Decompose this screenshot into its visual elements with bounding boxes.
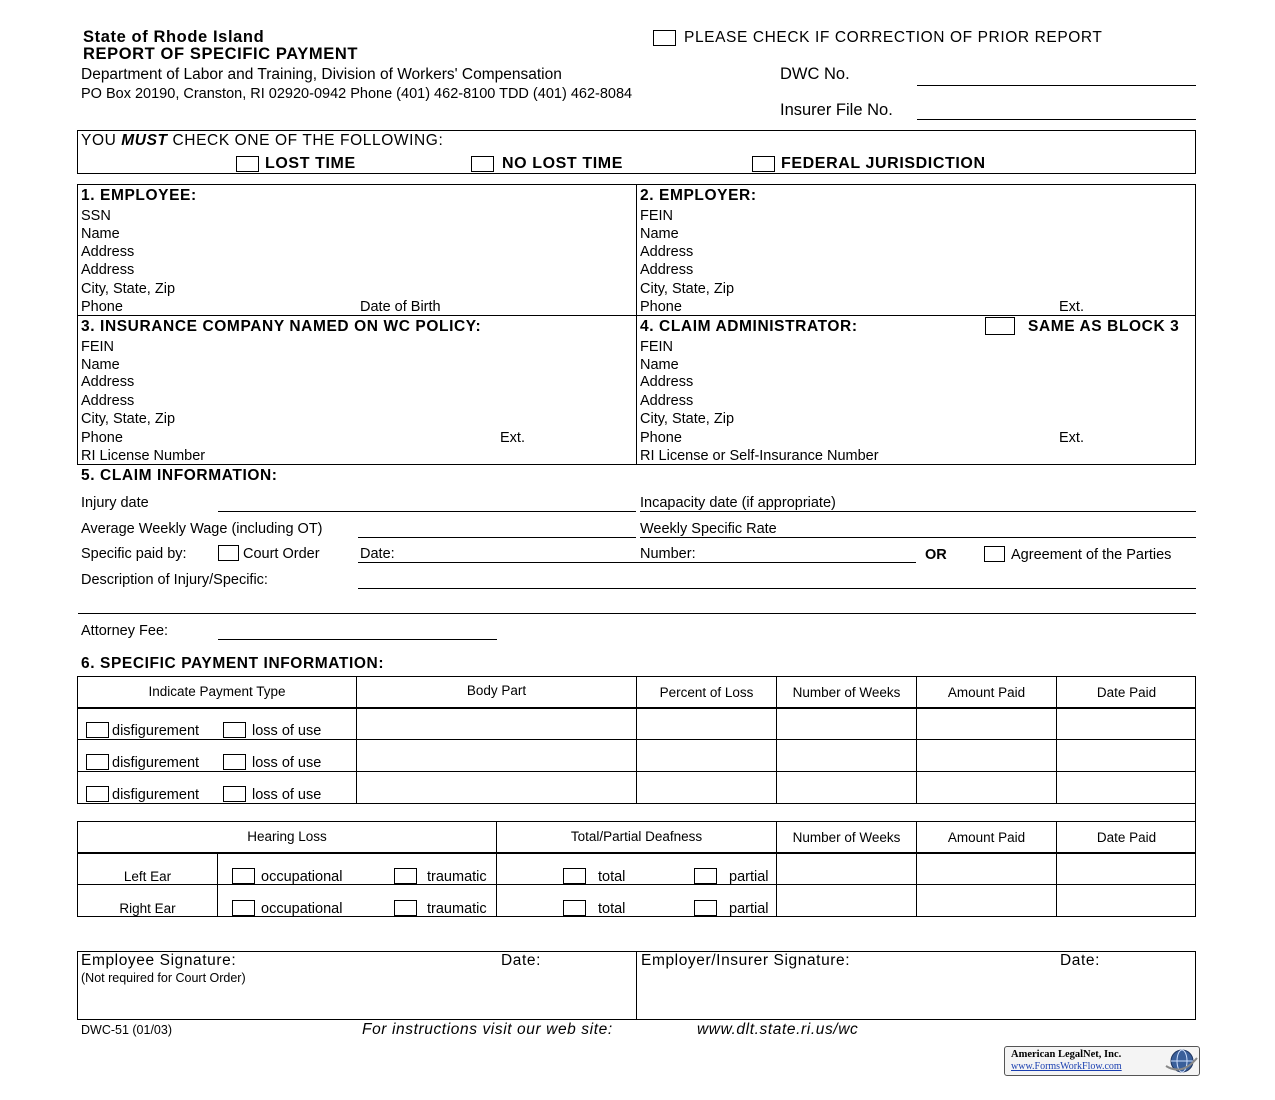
header-payment-type: Indicate Payment Type	[148, 684, 286, 699]
claim-admin-city-label: City, State, Zip	[640, 411, 735, 427]
insurer-file-field[interactable]	[917, 119, 1196, 120]
address-line: PO Box 20190, Cranston, RI 02920-0942 Phone (401) 462-8100 TDD (401) 462-8084	[81, 86, 633, 102]
left-occupational-label: occupational	[261, 869, 343, 885]
left-occupational-checkbox[interactable]	[232, 868, 255, 884]
claim-admin-address2-label: Address	[640, 393, 694, 409]
no-lost-time-label: NO LOST TIME	[502, 155, 623, 172]
claim-info-title: 5. CLAIM INFORMATION:	[81, 467, 278, 484]
lost-time-checkbox[interactable]	[236, 156, 259, 172]
description-field[interactable]	[358, 588, 1196, 589]
correction-label: PLEASE CHECK IF CORRECTION OF PRIOR REPORT	[684, 29, 1103, 46]
website-link[interactable]: www.dlt.state.ri.us/wc	[697, 1021, 859, 1038]
avg-wage-field[interactable]	[358, 537, 636, 538]
court-date-number-field[interactable]	[358, 562, 916, 563]
header-percent-loss: Percent of Loss	[659, 685, 754, 700]
incapacity-date-field[interactable]	[640, 511, 1196, 512]
description-label: Description of Injury/Specific:	[81, 572, 268, 588]
employee-ssn-label: SSN	[81, 208, 111, 224]
claim-admin-ext-label: Ext.	[1059, 430, 1084, 446]
form-id: DWC-51 (01/03)	[81, 1023, 172, 1037]
agreement-checkbox[interactable]	[984, 546, 1005, 562]
parties-mid-divider	[77, 315, 1196, 316]
right-ear-label: Right Ear	[119, 901, 176, 916]
employer-ext-label: Ext.	[1059, 299, 1084, 315]
federal-jurisdiction-label: FEDERAL JURISDICTION	[781, 155, 986, 172]
employee-signature-field[interactable]	[80, 985, 633, 1017]
disfigurement-label-2: disfigurement	[112, 755, 200, 771]
left-total-checkbox[interactable]	[563, 868, 586, 884]
employer-signature-label: Employer/Insurer Signature:	[641, 952, 851, 969]
left-ear-label: Left Ear	[123, 869, 172, 884]
employee-address-label: Address	[81, 244, 135, 260]
left-traumatic-label: traumatic	[427, 869, 487, 885]
right-partial-checkbox[interactable]	[694, 900, 717, 916]
left-total-label: total	[598, 869, 626, 885]
claim-admin-fein-label: FEIN	[640, 339, 674, 355]
right-traumatic-checkbox[interactable]	[394, 900, 417, 916]
right-partial-label: partial	[729, 901, 769, 917]
paid-by-label: Specific paid by:	[81, 546, 187, 562]
employee-name-label: Name	[81, 226, 120, 242]
department-line: Department of Labor and Training, Division of Workers' Compensation	[81, 66, 562, 83]
dwc-no-field[interactable]	[917, 85, 1196, 86]
insurance-name-label: Name	[81, 357, 120, 373]
specific-payment-title: 6. SPECIFIC PAYMENT INFORMATION:	[81, 655, 385, 672]
insurance-address2-label: Address	[81, 393, 135, 409]
table-gap-edge	[1195, 803, 1196, 821]
claim-admin-address-label: Address	[640, 374, 694, 390]
weekly-rate-field[interactable]	[640, 537, 1196, 538]
employer-name-label: Name	[640, 226, 679, 242]
insurance-phone-label: Phone	[81, 430, 123, 446]
avg-wage-label: Average Weekly Wage (including OT)	[81, 521, 323, 537]
right-total-checkbox[interactable]	[563, 900, 586, 916]
state-name: State of Rhode Island	[83, 28, 265, 46]
loss-of-use-label-2: loss of use	[252, 755, 322, 771]
disfigurement-label-3: disfigurement	[112, 787, 200, 803]
insurance-ext-label: Ext.	[500, 430, 525, 446]
court-order-checkbox[interactable]	[218, 545, 239, 561]
left-partial-label: partial	[729, 869, 769, 885]
claim-admin-block-title: 4. CLAIM ADMINISTRATOR:	[640, 318, 858, 335]
loss-of-use-label-1: loss of use	[252, 723, 322, 739]
right-occupational-label: occupational	[261, 901, 343, 917]
logo-company-name: American LegalNet, Inc.	[1011, 1049, 1122, 1060]
right-occupational-checkbox[interactable]	[232, 900, 255, 916]
header-date-paid: Date Paid	[1096, 685, 1157, 700]
loss-of-use-checkbox-2[interactable]	[223, 754, 246, 770]
insurance-fein-label: FEIN	[81, 339, 115, 355]
hearing-row-divider	[77, 884, 1196, 885]
employer-signature-field[interactable]	[640, 975, 1193, 1017]
header-number-weeks: Number of Weeks	[792, 685, 901, 700]
loss-of-use-checkbox-1[interactable]	[223, 722, 246, 738]
employee-phone-label: Phone	[81, 299, 123, 315]
employer-signature-date-label: Date:	[1060, 952, 1101, 969]
employer-address2-label: Address	[640, 262, 694, 278]
hearing-header-divider	[77, 852, 1196, 854]
header-deafness: Total/Partial Deafness	[570, 829, 703, 844]
claim-admin-phone-label: Phone	[640, 430, 682, 446]
hearing-ear-divider	[217, 853, 218, 916]
attorney-fee-field[interactable]	[218, 639, 497, 640]
insurance-address-label: Address	[81, 374, 135, 390]
employee-block-title: 1. EMPLOYEE:	[81, 187, 197, 204]
header-hearing-amount: Amount Paid	[947, 830, 1026, 845]
disfigurement-checkbox-2[interactable]	[86, 754, 109, 770]
form-title: REPORT OF SPECIFIC PAYMENT	[83, 45, 359, 63]
lost-time-label: LOST TIME	[265, 155, 356, 172]
insurance-city-label: City, State, Zip	[81, 411, 176, 427]
employee-signature-date-label: Date:	[501, 952, 542, 969]
description-field-line2[interactable]	[78, 613, 1196, 614]
incapacity-date-label: Incapacity date (if appropriate)	[640, 495, 836, 511]
left-traumatic-checkbox[interactable]	[394, 868, 417, 884]
employer-city-label: City, State, Zip	[640, 281, 735, 297]
court-date-label: Date:	[360, 546, 395, 562]
employee-address2-label: Address	[81, 262, 135, 278]
instructions-text: For instructions visit our web site:	[362, 1021, 613, 1038]
insurance-block-title: 3. INSURANCE COMPANY NAMED ON WC POLICY:	[81, 318, 482, 335]
claim-admin-name-label: Name	[640, 357, 679, 373]
court-order-label: Court Order	[243, 546, 320, 562]
right-total-label: total	[598, 901, 626, 917]
employer-address-label: Address	[640, 244, 694, 260]
or-label: OR	[925, 547, 947, 563]
employer-phone-label: Phone	[640, 299, 682, 315]
header-hearing-loss: Hearing Loss	[247, 829, 327, 844]
weekly-rate-label: Weekly Specific Rate	[640, 521, 777, 537]
same-as-block3-checkbox[interactable]	[985, 317, 1015, 335]
no-lost-time-checkbox[interactable]	[471, 156, 494, 172]
employer-fein-label: FEIN	[640, 208, 674, 224]
dwc-no-label: DWC No.	[780, 65, 850, 83]
employee-signature-label: Employee Signature:	[81, 952, 237, 969]
signature-divider	[636, 951, 637, 1020]
right-traumatic-label: traumatic	[427, 901, 487, 917]
must-check-heading: YOU MUST CHECK ONE OF THE FOLLOWING:	[81, 132, 444, 149]
logo-url: www.FormsWorkFlow.com	[1011, 1061, 1122, 1072]
injury-date-label: Injury date	[81, 495, 149, 511]
federal-jurisdiction-checkbox[interactable]	[752, 156, 775, 172]
insurer-file-label: Insurer File No.	[780, 101, 893, 119]
court-number-label: Number:	[640, 546, 696, 562]
disfigurement-checkbox-3[interactable]	[86, 786, 109, 802]
employer-block-title: 2. EMPLOYER:	[640, 187, 757, 204]
agreement-label: Agreement of the Parties	[1011, 547, 1172, 563]
claim-admin-license-label: RI License or Self-Insurance Number	[640, 448, 879, 464]
parties-divider	[636, 184, 637, 464]
header-body-part: Body Part	[466, 683, 527, 698]
american-legalnet-logo[interactable]	[1004, 1046, 1200, 1076]
left-partial-checkbox[interactable]	[694, 868, 717, 884]
injury-date-field[interactable]	[218, 511, 636, 512]
same-as-block3-label: SAME AS BLOCK 3	[1028, 318, 1180, 335]
disfigurement-label-1: disfigurement	[112, 723, 200, 739]
header-hearing-weeks: Number of Weeks	[792, 830, 901, 845]
loss-of-use-label-3: loss of use	[252, 787, 322, 803]
employee-dob-label: Date of Birth	[360, 299, 441, 315]
employee-city-label: City, State, Zip	[81, 281, 176, 297]
disfigurement-checkbox-1[interactable]	[86, 722, 109, 738]
insurance-license-label: RI License Number	[81, 448, 206, 464]
header-amount-paid: Amount Paid	[947, 685, 1026, 700]
header-hearing-date: Date Paid	[1096, 830, 1157, 845]
globe-icon	[1164, 1048, 1198, 1074]
loss-of-use-checkbox-3[interactable]	[223, 786, 246, 802]
correction-checkbox[interactable]	[653, 30, 676, 46]
employee-signature-note: (Not required for Court Order)	[81, 971, 246, 985]
attorney-fee-label: Attorney Fee:	[81, 623, 169, 639]
